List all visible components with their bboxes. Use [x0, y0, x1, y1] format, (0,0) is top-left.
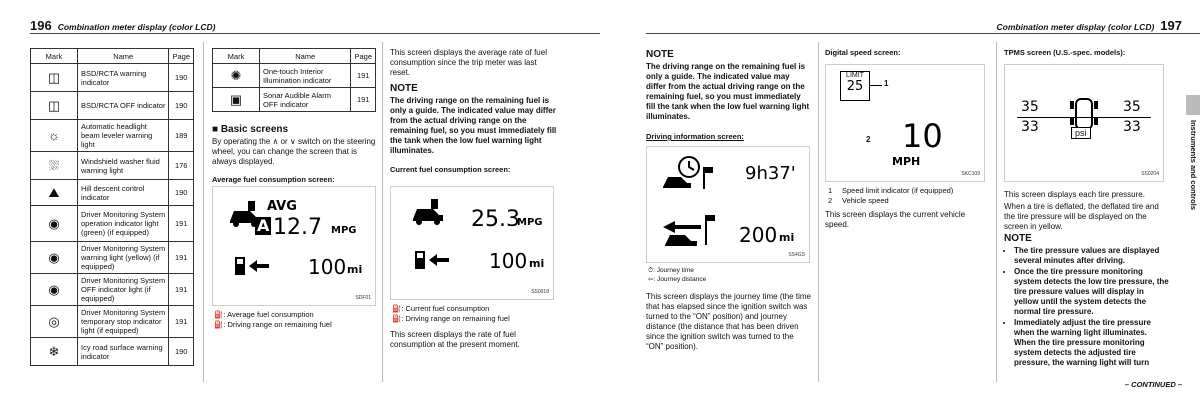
left-column-rule	[203, 42, 204, 382]
fuel-pump-arrow-icon	[413, 249, 453, 271]
limit-value: 25	[846, 79, 864, 94]
cur-screen-code: SS0018	[531, 289, 549, 295]
mark-cell	[31, 338, 78, 366]
small-pump-arrow-icon: ⛽	[214, 320, 224, 329]
table-row	[31, 180, 194, 206]
avg-legend	[214, 310, 332, 330]
page-cell: 190	[169, 338, 194, 366]
cur-mpg-value: 25.3	[471, 207, 520, 232]
basic-screens-text: By operating the ∧ or ∨ switch on the steering wheel, you can change the screen that is always displayed.	[212, 137, 376, 166]
indicator-table-2	[212, 48, 376, 112]
small-pump-arrow-icon: ⛽	[392, 314, 402, 323]
note-1	[390, 84, 558, 156]
indicator-table-1	[30, 48, 194, 366]
drive-legend-text-1: : Journey time	[653, 267, 694, 274]
mark-cell	[31, 206, 78, 242]
avg-legend-item-1	[214, 310, 332, 320]
page-cell: 191	[169, 306, 194, 338]
small-car-fuel-icon: ⛽	[214, 310, 224, 319]
col-page: Page	[351, 49, 376, 64]
tpms-rr: 33	[1123, 119, 1141, 135]
avg-label: AVG	[267, 199, 297, 214]
name-cell: Windshield washer fluid warning light	[78, 152, 169, 180]
avg-range-unit: mi	[347, 263, 363, 276]
cur-desc: This screen displays the rate of fuel consumption at the present moment.	[390, 330, 520, 349]
continued-label: – CONTINUED –	[1124, 380, 1182, 389]
page-cell: 191	[169, 274, 194, 306]
name-cell: Driver Monitoring System operation indicator light (green) (if equipped)	[78, 206, 169, 242]
right-page	[600, 0, 1200, 402]
tpms-desc-2: When a tire is deflated, the deflated tire and the tire pressure will be displayed on the screen in yellow.	[1004, 202, 1159, 231]
section-tab-label: Instruments and controls	[1189, 120, 1198, 211]
table-row	[31, 120, 194, 152]
note-2-text: The driving range on the remaining fuel is only a guide. The indicated value may differ from the actual driving range on the remaining fuel, so you must immediately fill the tank when the low fuel warning light illuminates.	[646, 62, 810, 121]
tpms-desc-1: This screen displays each tire pressure.	[1004, 190, 1145, 199]
name-cell: Driver Monitoring System temporary stop indicator light (if equipped)	[78, 306, 169, 338]
small-clock-car-icon: ⏱	[648, 267, 654, 274]
cur-range-unit: mi	[529, 257, 545, 270]
interior-light-icon: ✺	[230, 67, 242, 83]
callout-1-line	[870, 85, 882, 86]
col-name: Name	[78, 49, 169, 64]
drive-desc: This screen displays the journey time (the time that has elapsed since the ignition switch was turned to the “ON” position) and journey distance (the distance that has been driven since the ignition switch was turned to the “ON” position).	[646, 292, 811, 351]
cur-legend-text-2: : Driving range on remaining fuel	[401, 314, 510, 323]
mark-cell	[31, 92, 78, 120]
name-cell: BSD/RCTA OFF indicator	[78, 92, 169, 120]
road-car-flag-icon	[661, 213, 717, 247]
name-cell: Icy road surface warning indicator	[78, 338, 169, 366]
tpms-title: TPMS screen (U.S.-spec. models):	[1004, 48, 1126, 57]
basic-screens-heading-text: Basic screens	[220, 124, 289, 135]
page-cell: 191	[351, 88, 376, 112]
left-header-line	[30, 33, 600, 34]
table-row	[213, 64, 376, 88]
hill-descent-icon: ⛰	[48, 184, 60, 200]
cur-mpg-unit: MPG	[517, 217, 543, 228]
drive-legend	[648, 266, 706, 284]
cur-fuel-screen	[390, 186, 554, 300]
journey-distance-unit: mi	[779, 231, 795, 244]
bsd-rcta-off-icon: ◫	[47, 97, 61, 113]
page-cell: 189	[169, 120, 194, 152]
mark-cell	[31, 274, 78, 306]
table-row	[31, 64, 194, 92]
note-3-item-1: • The tire pressure values are displayed several minutes after driving.	[1014, 246, 1170, 266]
cur-legend-text-1: : Current fuel consumption	[401, 304, 490, 313]
drive-legend-text-2: : Journey distance	[653, 276, 707, 283]
name-cell: Hill descent control indicator	[78, 180, 169, 206]
note-2	[646, 50, 810, 122]
drive-info-title: Driving information screen:	[646, 132, 744, 141]
drive-screen-code: SS4GS	[788, 252, 805, 258]
speed-unit: MPH	[892, 155, 921, 168]
tpms-screen	[1004, 64, 1164, 182]
speed-legend-item-1	[828, 186, 953, 196]
table-row	[31, 338, 194, 366]
car-fuel-icon	[411, 197, 445, 225]
right-column-rule	[818, 42, 819, 382]
journey-distance-value: 200	[739, 223, 778, 247]
fuel-pump-arrow-icon	[233, 255, 273, 277]
mark-cell	[31, 64, 78, 92]
speed-value: 10	[902, 117, 943, 155]
left-page-number: 196	[30, 18, 52, 33]
page-cell: 191	[169, 206, 194, 242]
name-cell: Sonar Audible Alarm OFF indicator	[260, 88, 351, 112]
avg-desc: This screen displays the average rate of fuel consumption since the trip meter was last reset.	[390, 48, 547, 77]
digital-speed-screen	[825, 64, 985, 182]
drive-legend-item-2	[648, 275, 706, 284]
name-cell: Driver Monitoring System OFF indicator light (if equipped)	[78, 274, 169, 306]
avg-mpg-unit: MPG	[331, 225, 357, 236]
driver-monitor-stop-icon: ◎	[48, 313, 60, 329]
note-3-list	[1004, 246, 1170, 368]
mark-cell	[31, 306, 78, 338]
left-column-rule-2	[382, 42, 383, 382]
journey-time-value: 9h37'	[745, 163, 796, 184]
avg-range-value: 100	[308, 255, 347, 279]
table-row	[31, 306, 194, 338]
table-row	[31, 206, 194, 242]
table-row	[31, 274, 194, 306]
headlight-leveler-icon: ☼	[48, 128, 60, 143]
right-header-line	[646, 33, 1200, 34]
right-page-number: 197	[1160, 18, 1182, 33]
avg-fuel-screen	[212, 186, 376, 306]
right-header-title: Combination meter display (color LCD)	[996, 22, 1155, 32]
page-cell: 190	[169, 64, 194, 92]
callout-1: 1	[884, 79, 889, 88]
page-cell: 191	[169, 242, 194, 274]
driver-monitor-off-icon: ◉	[48, 281, 60, 297]
left-header	[30, 18, 215, 33]
section-tab-marker	[1186, 95, 1200, 115]
col-mark: Mark	[31, 49, 78, 64]
name-cell: BSD/RCTA warning indicator	[78, 64, 169, 92]
col-mark: Mark	[213, 49, 260, 64]
note-3-title: NOTE	[1004, 233, 1032, 244]
table-row	[31, 242, 194, 274]
speed-legend-item-2	[828, 196, 953, 206]
avg-legend-text-2: : Driving range on remaining fuel	[223, 320, 332, 329]
speed-limit-sign	[840, 71, 870, 101]
speed-legend-num-1: 1	[828, 186, 833, 195]
mark-cell	[31, 242, 78, 274]
name-cell: One-touch Interior Illumination indicator	[260, 64, 351, 88]
cur-range-value: 100	[489, 249, 528, 273]
drive-legend-item-1	[648, 266, 706, 275]
tpms-fl: 35	[1021, 99, 1039, 115]
cur-legend	[392, 304, 510, 324]
small-road-car-icon: ⇦	[648, 276, 654, 283]
mark-cell	[213, 64, 260, 88]
note-3-item-2: • Once the tire pressure monitoring system detects the low tire pressure, the tire pressure values will display in yellow until the system detects the normal tire pressure.	[1014, 267, 1170, 317]
driver-monitor-green-icon: ◉	[48, 215, 60, 231]
note-3-item-3: • Immediately adjust the tire pressure when the warning light illuminates. When the tire pressure monitoring system detects the adjusted tire pressure, the warning light will turn	[1014, 318, 1170, 368]
driver-monitor-yellow-icon: ◉	[48, 249, 60, 265]
table-row	[31, 152, 194, 180]
table-row	[31, 92, 194, 120]
callout-2: 2	[866, 135, 871, 144]
page-cell: 176	[169, 152, 194, 180]
col-name: Name	[260, 49, 351, 64]
speed-title: Digital speed screen:	[825, 48, 901, 57]
tpms-fr: 35	[1123, 99, 1141, 115]
tpms-unit: psi	[1071, 127, 1091, 139]
sonar-alarm-off-icon: ▣	[229, 91, 243, 107]
avg-legend-text-1: : Average fuel consumption	[223, 310, 314, 319]
bsd-rcta-warning-icon: ◫	[47, 69, 61, 85]
drive-info-screen	[646, 146, 810, 263]
speed-legend	[828, 186, 953, 206]
avg-screen-title: Average fuel consumption screen:	[212, 175, 335, 184]
right-column-rule-2	[996, 42, 997, 382]
speed-screen-code: SKC109	[961, 171, 980, 177]
tpms-screen-code: SS0204	[1141, 171, 1159, 177]
note-2-title: NOTE	[646, 49, 674, 60]
note-1-title: NOTE	[390, 83, 418, 94]
avg-mpg-value: 12.7	[273, 215, 322, 240]
note-1-text: The driving range on the remaining fuel is only a guide. The indicated value may differ from the actual driving range on the remaining fuel, so you must immediately fill the tank when the low fuel warning light illuminates.	[390, 96, 557, 155]
col-page: Page	[169, 49, 194, 64]
trip-a-label: A	[257, 216, 270, 235]
name-cell: Automatic headlight beam leveler warning light	[78, 120, 169, 152]
cur-legend-item-1	[392, 304, 510, 314]
page-cell: 191	[351, 64, 376, 88]
limit-label: LIMIT	[846, 72, 864, 79]
speed-desc: This screen displays the current vehicle speed.	[825, 210, 966, 229]
page-cell: 190	[169, 92, 194, 120]
mark-cell	[31, 180, 78, 206]
basic-screens-section	[212, 125, 382, 167]
clock-car-icon	[661, 155, 715, 191]
name-cell: Driver Monitoring System warning light (yellow) (if equipped)	[78, 242, 169, 274]
cur-legend-item-2	[392, 314, 510, 324]
table-row	[213, 88, 376, 112]
speed-legend-num-2: 2	[828, 196, 833, 205]
note-3	[1004, 234, 1170, 369]
speed-legend-text-1: Speed limit indicator (if equipped)	[842, 186, 954, 195]
basic-screens-heading: ■ Basic screens	[212, 124, 289, 135]
cur-screen-title: Current fuel consumption screen:	[390, 165, 511, 174]
right-header	[997, 18, 1182, 33]
avg-screen-code: SDF01	[355, 295, 371, 301]
speed-legend-text-2: Vehicle speed	[842, 196, 889, 205]
page-cell: 190	[169, 180, 194, 206]
mark-cell	[31, 152, 78, 180]
tpms-rl: 33	[1021, 119, 1039, 135]
avg-legend-item-2	[214, 320, 332, 330]
icy-road-icon: ❄	[48, 343, 60, 359]
small-car-fuel-icon: ⛽	[392, 304, 402, 313]
mark-cell	[213, 88, 260, 112]
left-header-title: Combination meter display (color LCD)	[57, 22, 216, 32]
mark-cell	[31, 120, 78, 152]
washer-fluid-icon: ⛆	[48, 157, 60, 173]
